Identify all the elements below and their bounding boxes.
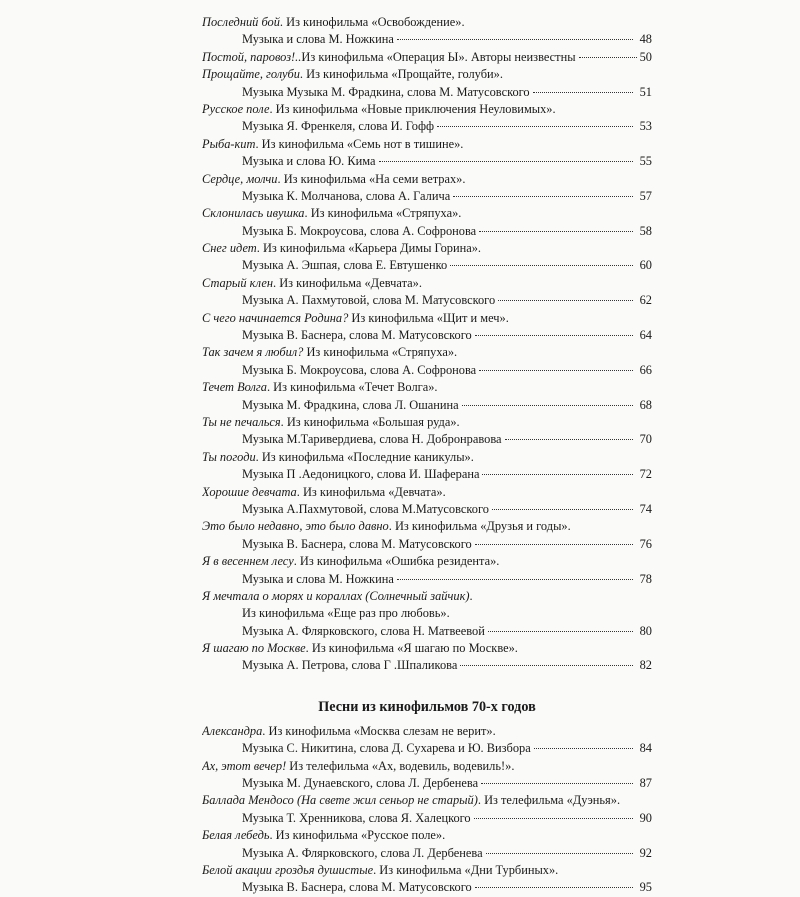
song-title: Я в весеннем лесу [202,554,294,569]
dot-leader [437,126,633,127]
page-number: 78 [639,571,652,586]
page-number: 74 [639,501,652,516]
credits-text: Музыка М. Фрадкина, слова Л. Ошанина [242,397,459,412]
dot-leader [462,405,633,406]
dot-leader [505,439,633,440]
credits-line [202,740,652,757]
toc-entry-title [202,171,652,188]
dot-leader [460,665,633,666]
dot-leader [498,300,633,301]
song-title: Баллада Мендосо (На свете жил сеньор не старый) [202,793,478,808]
dot-leader [474,818,633,819]
toc-entry-title [202,14,652,31]
song-title: Рыба-кит [202,136,256,151]
song-title: Ты погоди [202,449,256,464]
song-title: Я мечтала о морях и кораллах (Солнечный зайчик) [202,588,470,603]
film-source: . Из кинофильма «Москва слезам не верит». [262,723,496,738]
credits-text: Музыка К. Молчанова, слова А. Галича [242,188,451,203]
song-title: Прощайте, голуби [202,67,300,82]
toc-list-70s [202,723,652,897]
toc-entry-title [202,518,652,535]
credits-line [202,257,652,274]
credits-line [202,153,652,170]
toc-entry-title [202,723,652,740]
song-title: Я шагаю по Москве [202,641,306,656]
credits-text: Музыка С. Никитина, слова Д. Сухарева и Ю. Визбора [242,741,531,756]
page-number: 48 [639,32,652,47]
film-source: . Из кинофильма «Я шагаю по Москве». [305,641,518,656]
film-source: . Из кинофильма «Ошибка резидента». [293,554,500,569]
page-number: 70 [639,432,652,447]
film-source: . Из кинофильма «Карьера Димы Горина». [256,241,482,256]
page-number: 58 [639,223,652,238]
toc-entry-title [202,414,652,431]
film-source: . Из кинофильма «Большая руда». [280,414,460,429]
film-source: . Из кинофильма «Стряпуха». [304,206,462,221]
credits-line [202,31,652,48]
toc-entry-title [202,379,652,396]
toc-entry-title [202,758,652,775]
credits-line [202,845,652,862]
credits-text: Музыка А. Эшпая, слова Е. Евтушенко [242,258,448,273]
song-title: Русское поле [202,101,270,116]
toc-entry-title [202,49,652,66]
page-number: 80 [639,623,652,638]
dot-leader [475,887,633,888]
page-number: 84 [639,741,652,756]
dot-leader [479,231,633,232]
toc-list-60s [202,14,652,675]
page-number: 66 [639,362,652,377]
toc-entry-title [202,66,652,83]
credits-line [202,118,652,135]
credits-line [202,397,652,414]
page-number: 72 [639,467,652,482]
credits-line [202,84,652,101]
credits-text: Музыка В. Баснера, слова М. Матусовского [242,880,472,895]
song-title: Хорошие девчата [202,484,297,499]
song-title: Так зачем я любил? [202,345,304,360]
credits-text: Музыка Т. Хренникова, слова Я. Халецкого [242,810,471,825]
credits-text: Музыка А. Петрова, слова Г .Шпаликова [242,658,458,673]
page-number: 64 [639,328,652,343]
credits-line [202,879,652,896]
toc-entry-title [202,792,652,809]
film-source: . Из кинофильма «Друзья и годы». [388,519,571,534]
dot-leader [475,335,633,336]
song-title: Ты не печалься [202,414,281,429]
dot-leader [479,370,633,371]
film-source: . Из кинофильма «Последние каникулы». [255,449,474,464]
song-title: Ах, этот вечер! [202,758,287,773]
credits-line [202,623,652,640]
film-source: . [469,588,473,603]
toc-entry-title [202,275,652,292]
page-number: 55 [639,154,652,169]
film-source: Из телефильма «Ах, водевиль, водевиль!». [286,758,515,773]
film-source: . Из кинофильма «Прощайте, голуби». [299,67,503,82]
dot-leader [453,196,633,197]
dot-leader [486,853,633,854]
page-number: 95 [639,880,652,895]
credits-line [202,292,652,309]
credits-text: Музыка П .Аедоницкого, слова И. Шаферана [242,467,480,482]
dot-leader [579,57,637,58]
credits-text: Музыка Музыка М. Фрадкина, слова М. Матусовского [242,84,530,99]
song-title: Течет Волга [202,380,267,395]
song-title: Сердце, молчи [202,171,278,186]
toc-entry-title [202,588,652,605]
toc-entry-title [202,344,652,361]
dot-leader [397,39,633,40]
page-number: 68 [639,397,652,412]
credits-line [202,327,652,344]
page-number: 50 [639,49,652,64]
credits-line [202,571,652,588]
dot-leader [482,474,633,475]
film-source: . Из кинофильма «Освобождение». [279,15,465,29]
page-number: 90 [639,810,652,825]
credits-line [202,188,652,205]
dot-leader [481,783,633,784]
page-number: 51 [639,84,652,99]
credits-text: Музыка Б. Мокроусова, слова А. Софронова [242,223,477,238]
film-source-line: Из кинофильма «Еще раз про любовь». [242,606,450,621]
film-source: . Из кинофильма «Девчата». [296,484,446,499]
credits-line [202,657,652,674]
credits-line [202,431,652,448]
film-source: . Из кинофильма «Семь нот в тишине». [255,136,464,151]
film-source: . Из кинофильма «Новые приключения Неуловимых». [269,101,556,116]
credits-text: Музыка и слова М. Ножкина [242,571,394,586]
credits-line [202,362,652,379]
toc-entry-title [202,205,652,222]
toc-entry-title [202,640,652,657]
toc-entry-title [202,862,652,879]
dot-leader [492,509,633,510]
credits-line [202,810,652,827]
song-title: С чего начинается Родина? [202,310,349,325]
film-source: . Из кинофильма «Русское поле». [269,828,446,843]
toc-entry-title [202,101,652,118]
song-title: Белой акации гроздья душистые [202,862,374,877]
dot-leader [534,748,633,749]
toc-page [202,14,652,897]
song-title: Это было недавно, это было давно [202,519,389,534]
page-number: 62 [639,293,652,308]
toc-entry-title [202,240,652,257]
credits-text: Музыка Я. Френкеля, слова И. Гофф [242,119,434,134]
credits-text: Музыка А. Пахмутовой, слова М. Матусовского [242,293,496,308]
toc-entry-title [202,449,652,466]
film-source: Из кинофильма «Щит и меч». [348,310,509,325]
credits-text: Музыка М. Дунаевского, слова Л. Дербенева [242,776,479,791]
dot-leader [450,265,633,266]
page-number: 57 [639,188,652,203]
credits-line [202,536,652,553]
credits-text: Музыка и слова Ю. Кима [242,154,376,169]
credits-line [202,775,652,792]
dot-leader [397,579,633,580]
page-number: 92 [639,845,652,860]
toc-entry-title [202,827,652,844]
toc-entry-title [202,484,652,501]
song-title: Снег идет [202,241,257,256]
song-title: Александра [202,723,263,738]
dot-leader [475,544,633,545]
song-title: Склонилась ивушка [202,206,305,221]
film-source: . Из телефильма «Дуэнья». [477,793,621,808]
film-source: . Из кинофильма «На семи ветрах». [277,171,466,186]
credits-line [202,466,652,483]
toc-entry-title [202,310,652,327]
page-number: 76 [639,536,652,551]
song-title: Белая лебедь [202,828,270,843]
song-title: Последний бой [202,15,280,29]
song-title: Старый клен [202,275,274,290]
credits-text: Музыка и слова М. Ножкина [242,32,394,47]
film-source: Из кинофильма «Операция Ы». Авторы неизвестны [301,49,576,64]
dot-leader [379,161,633,162]
page-number: 60 [639,258,652,273]
credits-text: Музыка В. Баснера, слова М. Матусовского [242,536,472,551]
credits-line [202,223,652,240]
credits-text: Музыка А.Пахмутовой, слова М.Матусовского [242,501,489,516]
film-source: . Из кинофильма «Дни Турбиных». [373,862,559,877]
film-source: Из кинофильма «Стряпуха». [303,345,458,360]
page-number: 82 [639,658,652,673]
section-heading: Песни из кинофильмов 70-х годов [318,698,536,715]
credits-text: Музыка В. Баснера, слова М. Матусовского [242,328,472,343]
toc-entry-title [202,136,652,153]
credits-text: Музыка А. Флярковского, слова Н. Матвеевой [242,623,485,638]
credits-text: Музыка А. Флярковского, слова Л. Дербенева [242,845,483,860]
page-number: 53 [639,119,652,134]
film-source: . Из кинофильма «Течет Волга». [266,380,438,395]
dot-leader [533,92,633,93]
dot-leader [488,631,633,632]
credits-line [202,501,652,518]
film-source: . Из кинофильма «Девчата». [273,275,422,290]
page-number: 87 [639,776,652,791]
credits-text: Музыка Б. Мокроусова, слова А. Софронова [242,362,477,377]
toc-entry-title [202,553,652,570]
credits-text: Музыка М.Таривердиева, слова Н. Добронравова [242,432,502,447]
song-title: Постой, паровоз!.. [202,49,302,64]
